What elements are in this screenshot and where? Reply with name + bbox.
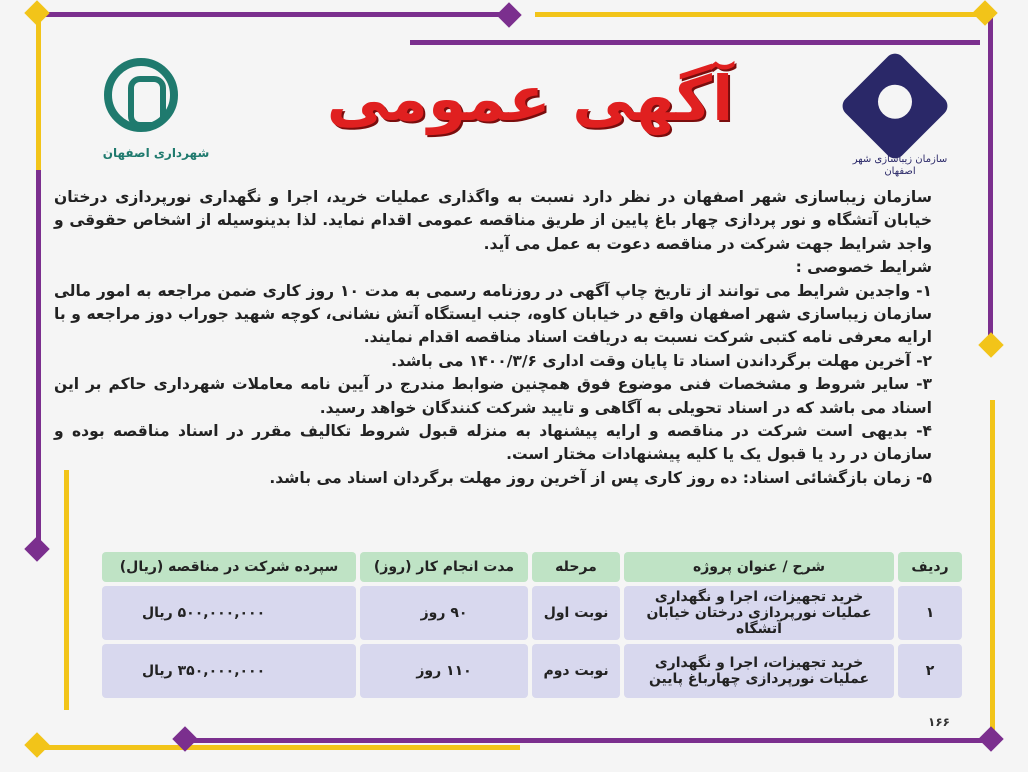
beautification-emblem-icon — [838, 49, 951, 162]
isfahan-municipality-logo — [96, 58, 216, 168]
table-cell: ۹۰ روز — [360, 586, 528, 640]
table-cell: ۳۵۰,۰۰۰,۰۰۰ ریال — [102, 644, 356, 698]
condition-item: ۱- واجدین شرایط می توانند از تاریخ چاپ آگهی در روزنامه رسمی به مدت ۱۰ روز کاری ضمن مراجعه به امور مالی سازمان زیباسازی شهر اصفهان واقع در خیابان کاوه، جنب ایستگاه آتش نشانی، کوچه شهید جوراب دوز مراجعه و با ارایه معرفی نامه کتبی شرکت نسبت به دریافت اسناد مناقصه اقدام نمایند. — [54, 281, 932, 347]
frame-left-yellow — [36, 10, 41, 180]
table-cell: خرید تجهیزات، اجرا و نگهداری عملیات نورپردازی درختان خیابان آتشگاه — [624, 586, 894, 640]
municipality-logo-caption: شهرداری اصفهان — [102, 146, 210, 160]
table-cell: ۱۱۰ روز — [360, 644, 528, 698]
column-header: شرح / عنوان پروژه — [624, 552, 894, 582]
frame-top-yellow — [535, 12, 985, 17]
frame-left-inner — [64, 470, 69, 710]
announcement-body — [54, 186, 932, 490]
condition-item: ۲- آخرین مهلت برگرداندن اسناد تا پایان وقت اداری ۱۴۰۰/۳/۶ می باشد. — [391, 351, 932, 370]
frame-bottom-yellow — [40, 745, 520, 750]
condition-item: ۴- بدیهی است شرکت در مناقصه و ارایه پیشنهاد به منزله قبول شروط تکالیف مقرر در اسناد مناقصه بوده و سازمان در رد یا قبول یک یا کلیه پیشنهادات مختار است. — [54, 422, 932, 464]
table-cell: نوبت اول — [532, 586, 620, 640]
beautification-logo-caption: سازمان زیباسازی شهر اصفهان — [852, 154, 948, 177]
frame-right-yellow — [990, 400, 995, 730]
column-header: سپرده شرکت در مناقصه (ریال) — [102, 552, 356, 582]
frame-top-purple — [40, 12, 510, 17]
conditions-title: شرایط خصوصی : — [795, 258, 932, 277]
page-number: ۱۶۶ — [928, 715, 950, 729]
table-cell: ۱ — [898, 586, 962, 640]
table-header-row — [82, 552, 962, 582]
frame-right-purple — [988, 12, 993, 342]
table-cell: خرید تجهیزات، اجرا و نگهداری عملیات نورپردازی چهارباغ پایین — [624, 644, 894, 698]
beautification-org-logo — [845, 58, 955, 178]
table-row — [82, 644, 962, 698]
page-title: آگهی عمومی — [326, 62, 734, 135]
municipality-emblem-icon — [104, 58, 178, 132]
condition-item: ۳- سایر شروط و مشخصات فنی موضوع فوق همچنین ضوابط مندرج در آیین نامه معاملات شهرداری حاکم بر این اسناد می باشد که در اسناد تحویلی به آگاهی و تایید شرکت کنندگان خواهد رسید. — [54, 375, 932, 417]
frame-bottom-purple — [180, 738, 1000, 743]
table-row — [82, 586, 962, 640]
intro-paragraph: سازمان زیباسازی شهر اصفهان در نظر دارد نسبت به واگذاری عملیات خرید، اجرا و نگهداری نورپردازی درختان خیابان آتشگاه و نور پردازی چهار باغ پایین از طریق مناقصه عمومی اقدام نماید. لذا بدینوسیله از اشخاص حقوقی و واجد شرایط جهت شرکت در مناقصه دعوت به عمل می آید. — [54, 188, 932, 253]
frame-left-purple — [36, 170, 41, 550]
table-cell: ۵۰۰,۰۰۰,۰۰۰ ریال — [102, 586, 356, 640]
tender-table — [82, 552, 962, 702]
column-header: ردیف — [898, 552, 962, 582]
table-cell: نوبت دوم — [532, 644, 620, 698]
frame-top-inner — [410, 40, 980, 45]
column-header: مرحله — [532, 552, 620, 582]
table-cell: ۲ — [898, 644, 962, 698]
column-header: مدت انجام کار (روز) — [360, 552, 528, 582]
condition-item: ۵- زمان بازگشائی اسناد: ده روز کاری پس از آخرین روز مهلت برگردان اسناد می باشد. — [269, 468, 932, 487]
